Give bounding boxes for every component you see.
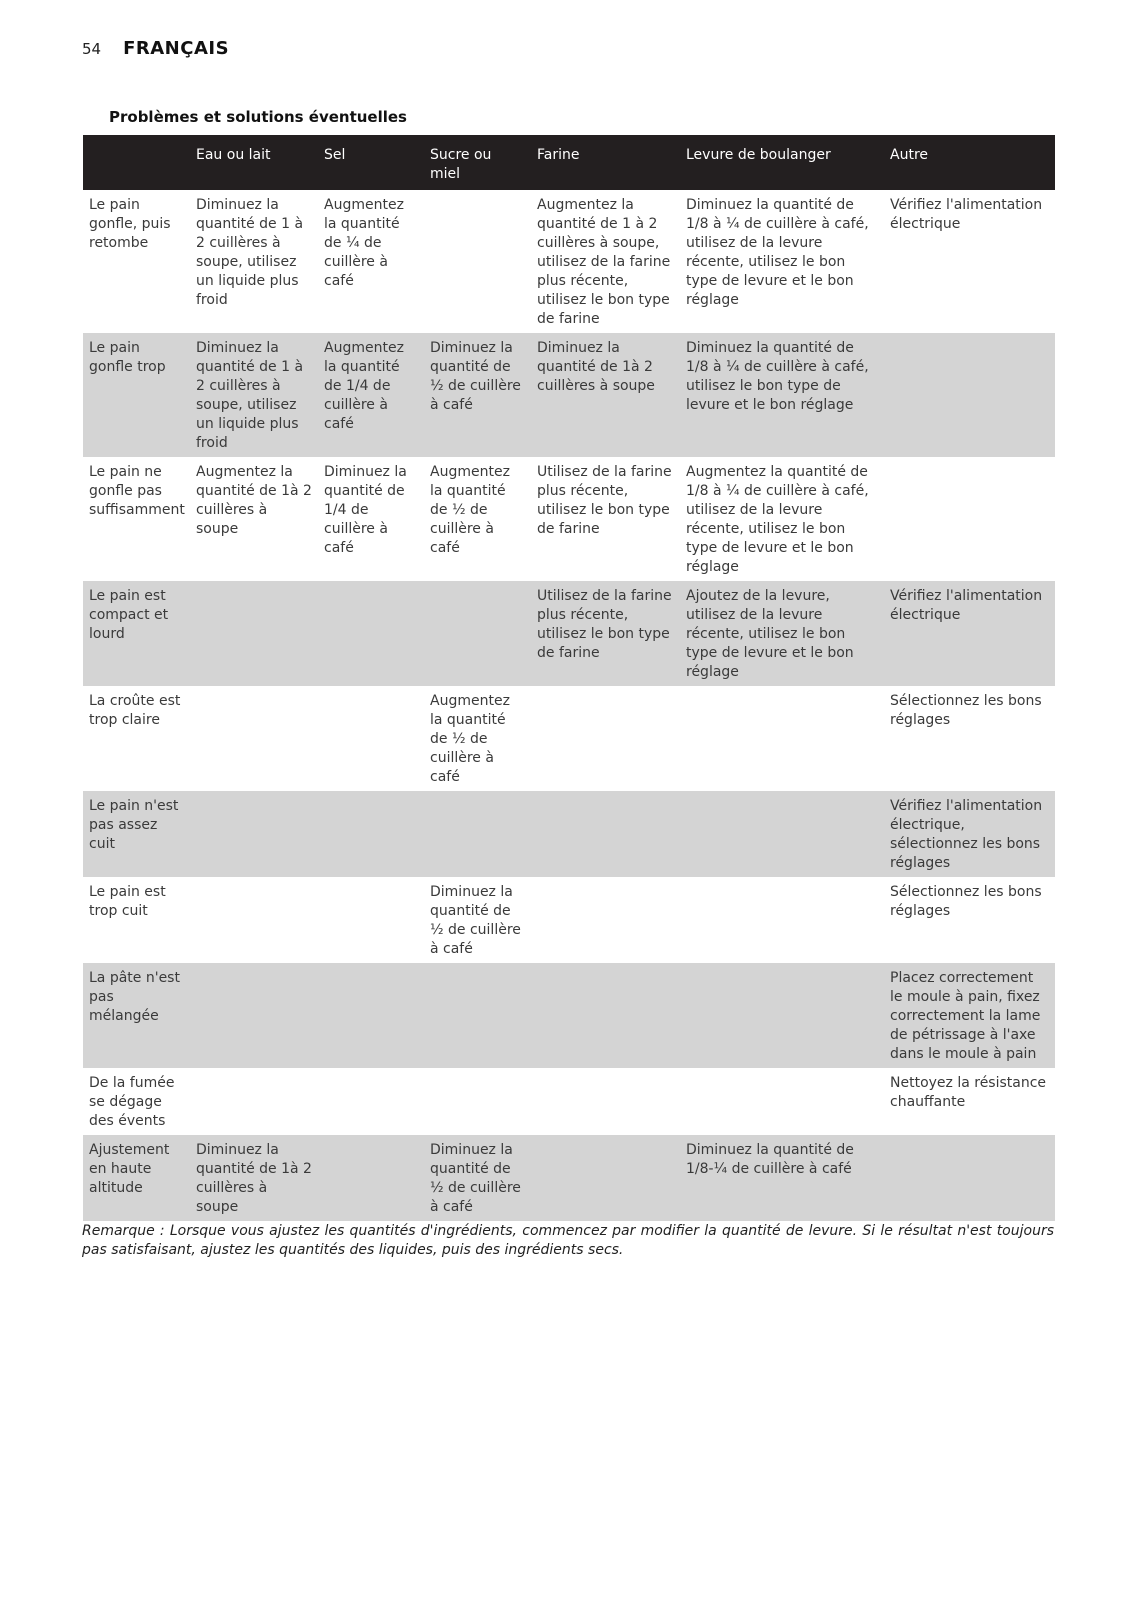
column-header: Levure de boulanger — [680, 135, 884, 190]
table-cell — [190, 791, 318, 877]
table-row — [83, 457, 1055, 581]
troubleshooting-table-container — [83, 135, 1055, 1221]
table-cell: Ajoutez de la levure, utilisez de la levure récente, utilisez le bon type de levure et le bon réglage — [680, 581, 884, 686]
table-cell: Augmentez la quantité de ½ de cuillère à café — [430, 464, 510, 556]
column-header — [83, 135, 190, 190]
table-cell: Diminuez la quantité de 1/8 à ¼ de cuillère à café, utilisez le bon type de levure et le bon réglage — [680, 333, 884, 457]
table-cell — [318, 791, 424, 877]
table-cell: Diminuez la quantité de 1 à 2 cuillères à soupe, utilisez un liquide plus froid — [190, 333, 318, 457]
table-cell — [190, 877, 318, 963]
table-cell — [531, 963, 680, 1068]
table-cell: Sélectionnez les bons réglages — [890, 884, 1042, 919]
table-cell: Le pain est compact et lourd — [83, 581, 190, 686]
table-cell — [531, 1135, 680, 1221]
table-cell — [318, 877, 424, 963]
table-cell: Diminuez la quantité de 1/8 à ¼ de cuillère à café, utilisez de la levure récente, utilisez le bon type de levure et le bon réglage — [686, 197, 869, 308]
table-cell — [531, 791, 680, 877]
table-cell: Le pain gonfle, puis retombe — [89, 197, 171, 251]
page-number: 54 — [82, 40, 102, 58]
table-cell: Augmentez la quantité de ½ de cuillère à café — [430, 693, 510, 785]
table-cell: Vérifiez l'alimentation électrique — [890, 197, 1043, 232]
table-row — [83, 877, 1055, 963]
table-cell — [190, 581, 318, 686]
table-cell: Augmentez la quantité de 1/4 de cuillère à café — [318, 333, 424, 457]
table-cell — [190, 686, 318, 791]
table-row — [83, 581, 1055, 686]
remark-note: Remarque : Lorsque vous ajustez les quantités d'ingrédients, commencez par modifier la quantité de levure. Si le résultat n'est toujours pas satisfaisant, ajustez les quantités des liquides, puis des ingrédients secs. — [82, 1223, 1054, 1258]
table-cell — [424, 190, 531, 333]
table-cell — [680, 877, 884, 963]
table-cell: Utilisez de la farine plus récente, utilisez le bon type de farine — [531, 581, 680, 686]
table-cell: Augmentez la quantité de 1à 2 cuillères à soupe — [196, 464, 312, 537]
table-cell: Le pain n'est pas assez cuit — [83, 791, 190, 877]
table-cell — [424, 1068, 531, 1135]
table-cell: Utilisez de la farine plus récente, utilisez le bon type de farine — [537, 464, 672, 537]
table-cell: Augmentez la quantité de ¼ de cuillère à café — [324, 197, 404, 289]
column-header: Sucre ou miel — [424, 135, 531, 190]
table-cell: Placez correctement le moule à pain, fixez correctement la lame de pétrissage à l'axe dans le moule à pain — [884, 963, 1055, 1068]
table-row — [83, 791, 1055, 877]
language-heading: FRANÇAIS — [123, 38, 230, 59]
table-cell — [190, 963, 318, 1068]
table-cell: Diminuez la quantité de 1/8-¼ de cuillère à café — [680, 1135, 884, 1221]
table-cell — [318, 1135, 424, 1221]
table-cell — [884, 1135, 1055, 1221]
table-cell — [680, 963, 884, 1068]
table-cell: Sélectionnez les bons réglages — [890, 693, 1042, 728]
table-cell: Diminuez la quantité de 1/4 de cuillère à café — [324, 464, 407, 556]
section-title: Problèmes et solutions éventuelles — [109, 108, 407, 126]
table-cell — [318, 963, 424, 1068]
column-header: Eau ou lait — [190, 135, 318, 190]
column-header: Farine — [531, 135, 680, 190]
table-cell — [531, 686, 680, 791]
page-header — [82, 38, 229, 59]
table-cell: Nettoyez la résistance chauffante — [890, 1075, 1047, 1110]
table-cell — [318, 686, 424, 791]
table-row — [83, 1135, 1055, 1221]
table-cell: Vérifiez l'alimentation électrique — [884, 581, 1055, 686]
table-cell — [531, 1068, 680, 1135]
column-header: Sel — [318, 135, 424, 190]
table-cell: Augmentez la quantité de 1 à 2 cuillères à soupe, utilisez de la farine plus récente, utilisez le bon type de farine — [537, 197, 671, 327]
table-row — [83, 190, 1055, 333]
table-cell — [424, 791, 531, 877]
table-cell: La croûte est trop claire — [89, 693, 181, 728]
table-cell — [680, 1068, 884, 1135]
table-cell: Diminuez la quantité de 1à 2 cuillères à soupe — [531, 333, 680, 457]
table-cell: Diminuez la quantité de ½ de cuillère à café — [430, 884, 521, 957]
table-cell — [884, 457, 1055, 581]
table-cell: Diminuez la quantité de ½ de cuillère à café — [424, 333, 531, 457]
table-cell — [884, 333, 1055, 457]
table-row — [83, 1068, 1055, 1135]
table-cell — [531, 877, 680, 963]
table-cell: Diminuez la quantité de ½ de cuillère à café — [424, 1135, 531, 1221]
table-cell: Augmentez la quantité de 1/8 à ¼ de cuillère à café, utilisez de la levure récente, utilisez le bon type de levure et le bon réglage — [686, 464, 869, 575]
table-cell — [424, 581, 531, 686]
table-cell: Le pain est trop cuit — [89, 884, 166, 919]
table-cell: Vérifiez l'alimentation électrique, sélectionnez les bons réglages — [884, 791, 1055, 877]
troubleshooting-table — [83, 135, 1055, 1221]
table-cell: Diminuez la quantité de 1à 2 cuillères à soupe — [190, 1135, 318, 1221]
table-row — [83, 963, 1055, 1068]
table-cell — [424, 963, 531, 1068]
table-cell: Le pain gonfle trop — [83, 333, 190, 457]
table-cell: Ajustement en haute altitude — [83, 1135, 190, 1221]
table-cell — [680, 791, 884, 877]
column-header: Autre — [884, 135, 1055, 190]
table-cell: La pâte n'est pas mélangée — [83, 963, 190, 1068]
table-cell: Le pain ne gonfle pas suffisamment — [89, 464, 185, 518]
table-cell: De la fumée se dégage des évents — [89, 1075, 175, 1129]
table-header-row — [83, 135, 1055, 190]
table-row — [83, 333, 1055, 457]
table-cell — [190, 1068, 318, 1135]
table-cell — [318, 581, 424, 686]
table-cell — [318, 1068, 424, 1135]
table-cell: Diminuez la quantité de 1 à 2 cuillères à soupe, utilisez un liquide plus froid — [196, 197, 304, 308]
table-cell — [680, 686, 884, 791]
table-row — [83, 686, 1055, 791]
